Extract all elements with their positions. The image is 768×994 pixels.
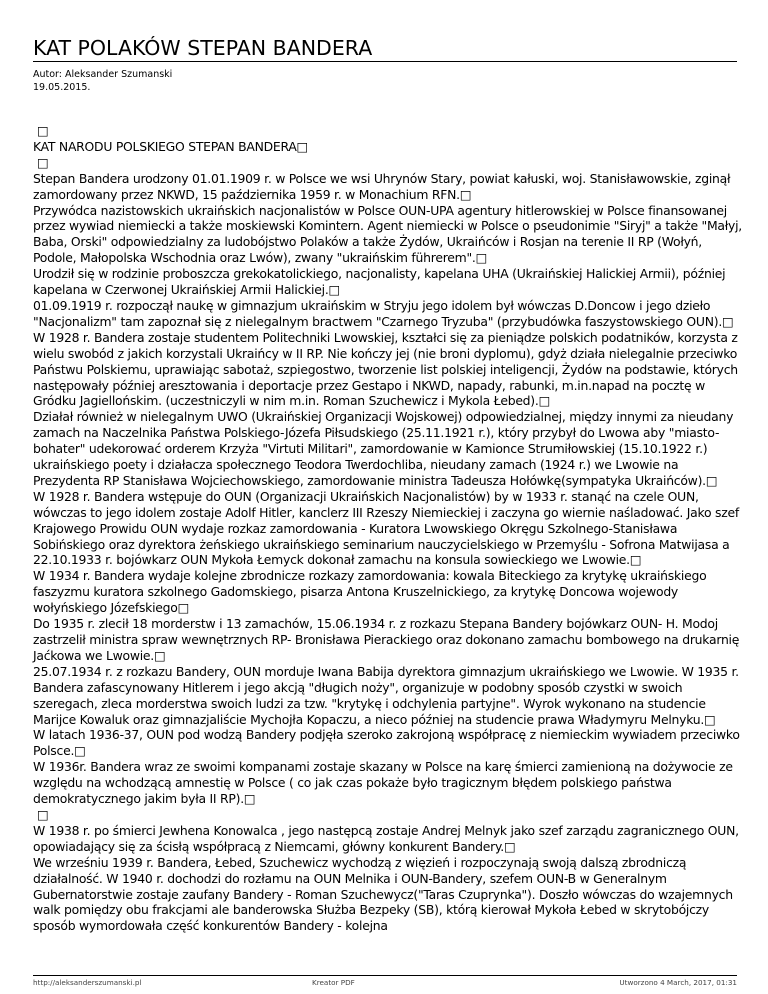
- paragraph: W 1934 r. Bandera wydaje kolejne zbrodnicze rozkazy zamordowania: kowala Biteckiego za krytykę ukraińskiego faszyzmu kuratora szkolnego Gadomskiego, pisarza Antona Kruszelnickiego, za krytykę Doncowa wojewody wołyńskiego Józefskiego□: [33, 568, 707, 616]
- footer-url-link[interactable]: http://aleksanderszumanski.pl: [33, 978, 142, 987]
- paragraph: W 1928 r. Bandera zostaje studentem Politechniki Lwowskiej, kształci się za pieniądze polskich podatników, korzysta z wielu swobód z jakich korzystali Ukraińcy w II RP. Nie kończy jej (nie broni dyplomu), gdyż działa nielegalnie przeciwko Państwu Polskiemu, uprawiając sabotaż, szpiegostwo, tworzenie list polskiej inteligencji, Żydów na podstawie, których następowały później aresztowania i deportacje przez Gestapo i NKWD, napady, rabunki, m.in.napad na pocztę w Gródku Jagiellońskim. (uczestniczyli w nim m.in. Roman Szuchewicz i Mykola Łebed).□: [33, 329, 738, 409]
- paragraph: Stepan Bandera urodzony 01.01.1909 r. w Polsce we wsi Uhrynów Stary, powiat kałuski, woj. Stanisławowskie, zginął zamordowany przez NKWD, 15 października 1959 r. w Monachium RFN.□: [33, 170, 731, 202]
- body-line: □: [37, 154, 49, 170]
- paragraph: We wrześniu 1939 r. Bandera, Łebed, Szuchewicz wychodzą z więzień i rozpoczynają swoją dalszą zbrodniczą działalność. W 1940 r. dochodzi do rozłamu na OUN Melnika i OUN-Bandery, szefem OUN-B w Generalnym Gubernatorstwie zostaje zaufany Bandery - Roman Szuchewycz("Taras Czuprynka"). Doszło wówczas do wzajemnych walk pomiędzy obu frakcjami ale banderowska Służba Bezpeky (SB), którą kierował Mykoła Łebed w skrytobójczy sposób wymordowała część konkurentów Bandery - kolejna: [33, 854, 733, 934]
- paragraph: W latach 1936-37, OUN pod wodzą Bandery podjęła szeroko zakrojoną współpracę z niemieckim wywiadem przeciwko Polsce.□: [33, 727, 740, 759]
- title-divider: [33, 61, 737, 62]
- paragraph: Do 1935 r. zlecił 18 morderstw i 13 zamachów, 15.06.1934 r. z rozkazu Stepana Bandery bojówkarz OUN- H. Modoj zastrzelił ministra spraw wewnętrznych RP- Bronisława Pierackiego oraz dokonano zamachu bombowego na drukarnię Jaćkowa we Lwowie.□: [33, 616, 740, 663]
- paragraph: 01.09.1919 r. rozpoczął naukę w gimnazjum ukraińskim w Stryju jego idolem był wówczas D.Doncow i jego dzieło "Nacjonalizm" tam zapoznał się z nielegalnym bractwem "Czarnego Tryzuba" (przybudówka faszystowskiego OUN).□: [33, 297, 734, 329]
- footer-generator: Kreator PDF: [312, 978, 355, 987]
- footer-divider: [33, 975, 737, 976]
- paragraph: W 1928 r. Bandera wstępuje do OUN (Organizacji Ukraińskich Nacjonalistów) by w 1933 r. stanąć na czele OUN, wówczas to jego idolem zostaje Adolf Hitler, kanclerz III Rzeszy Niemieckiej i zaczyna go wiernie naśladować. Jako szef Krajowego Prowidu OUN wydaje rozkaz zamordowania - Kuratora Lwowskiego Okręgu Szkolnego-Stanisława Sobińskiego oraz dyrektora żeńskiego ukraińskiego seminarium nauczycielskiego w Przemyślu - Sofrona Matwijasa a 22.10.1933 r. bojówkarz OUN Mykoła Łemyck dokonał zamachu na konsula sowieckiego we Lwowie.□: [33, 488, 739, 568]
- footer-created-date: Utworzono 4 March, 2017, 01:31: [619, 978, 737, 987]
- paragraph: Działał również w nielegalnym UWO (Ukraińskiej Organizacji Wojskowej) odpowiedzialnej, między innymi za nieudany zamach na Naczelnika Państwa Polskiego-Józefa Piłsudskiego (25.11.1921 r.), który przybył do Lwowa aby "miasto-bohater" udekorować orderem Krzyża "Virtuti Militari", zamordowanie w Kamionce Strumiłowskiej (15.10.1922 r.) ukraińskiego poety i działacza społecznego Teodora Twerdochliba, nieudany zamach (1924 r.) we Lwowie na Prezydenta RP Stanisława Wojciechowskiego, zamordowanie ministra Tadeusza Hołówkę(sympatyka Ukraińców).□: [33, 409, 734, 488]
- section-heading: KAT NARODU POLSKIEGO STEPAN BANDERA□: [33, 138, 309, 154]
- paragraph: W 1936r. Bandera wraz ze swoimi kompanami zostaje skazany w Polsce na karę śmierci zamienioną na dożywocie ze względu na wchodzącą amnestię w Polsce ( co jak czas pokaże było tragicznym błędem polskiego państwa demokratycznego jakim była II RP).□: [33, 759, 733, 807]
- page-title: KAT POLAKÓW STEPAN BANDERA: [33, 36, 373, 60]
- body-line: □: [37, 806, 49, 822]
- paragraph: Urodził się w rodzinie proboszcza grekokatolickiego, nacjonalisty, kapelana UHA (Ukraińskiej Halickiej Armii), później kapelana w Czerwonej Ukraińskiej Armii Halickiej.□: [33, 266, 726, 298]
- article-body: [33, 123, 745, 934]
- paragraph: W 1938 r. po śmierci Jewhena Konowalca , jego następcą zostaje Andrej Melnyk jako szef zarządu zagranicznego OUN, opowiadający się za ścisłą współpracą z Niemcami, główny konkurent Bandery.□: [33, 822, 739, 854]
- paragraph: 25.07.1934 r. z rozkazu Bandery, OUN morduje Iwana Babija dyrektora gimnazjum ukraińskiego we Lwowie. W 1935 r. Bandera zafascynowany Hitlerem i jego akcją "długich noży", organizuje w podobny sposób czystki w swoich szeregach, zleca morderstwa swoich ludzi za tzw. "krytykę i odchylenia partyjne". Wyrok wykonano na studencie Marijce Kowaluk oraz gimnazjaliście Mychojła Kopaczu, a nieco później na studencie prawa Władymyru Melnyku.□: [33, 663, 739, 727]
- publish-date: 19.05.2015.: [33, 82, 91, 93]
- document-meta: [33, 68, 172, 94]
- body-line: □: [37, 123, 49, 138]
- author-line: Autor: Aleksander Szumanski: [33, 69, 173, 80]
- paragraph: Przywódca nazistowskich ukraińskich nacjonalistów w Polsce OUN-UPA agentury hitlerowskiej w Polsce finansowanej przez wywiad niemiecki a także moskiewski Komintern. Agent niemiecki w Polsce o pseudonimie "Siryj" a także "Małyj, Baba, Orski" odpowiedzialny za ludobójstwo Polaków a także Żydów, Ukraińców i Rosjan na terenie II RP (Wołyń, Podole, Małopolska Wschodnia oraz Lwów), zwany "ukraińskim führerem".□: [33, 202, 742, 266]
